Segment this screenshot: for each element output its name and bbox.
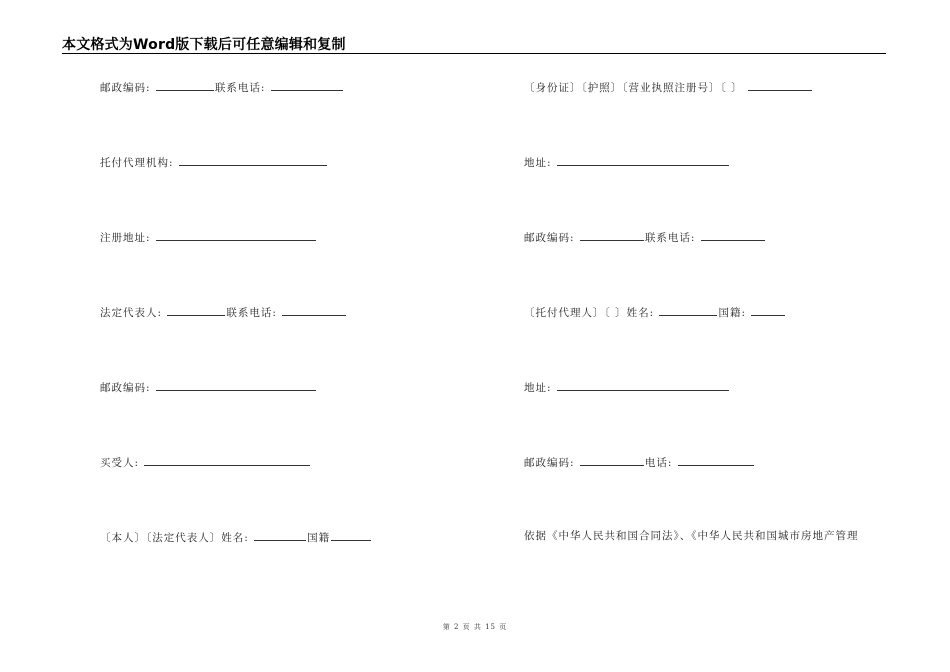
right-nationality-field[interactable] bbox=[751, 304, 785, 316]
left-row-reg-address bbox=[100, 229, 317, 245]
right-phone-label: 联系电话: bbox=[644, 232, 696, 244]
postal-code-field-2[interactable] bbox=[156, 379, 316, 391]
agency-label: 托付代理机构: bbox=[100, 157, 174, 169]
address-field[interactable] bbox=[557, 154, 729, 166]
left-row-legal-rep bbox=[100, 304, 347, 320]
legal-rep-field[interactable] bbox=[167, 304, 225, 316]
right-row-postal-phone bbox=[524, 229, 766, 245]
right-postal-label-2: 邮政编码: bbox=[524, 457, 575, 469]
left-row-postal-2 bbox=[100, 379, 317, 395]
phone-label: 联系电话: bbox=[214, 82, 266, 94]
left-row-postal-phone bbox=[100, 79, 344, 95]
id-type-label: 〔身份证〕〔护照〕〔营业执照注册号〕〔 〕 bbox=[524, 82, 743, 94]
right-row-address bbox=[524, 154, 730, 170]
right-row-address-2 bbox=[524, 379, 730, 395]
right-row-postal-phone-2 bbox=[524, 454, 755, 470]
reg-address-field[interactable] bbox=[156, 229, 316, 241]
right-nationality-label: 国籍: bbox=[718, 307, 747, 319]
address-label: 地址: bbox=[524, 157, 552, 169]
right-postal-field[interactable] bbox=[580, 229, 644, 241]
buyer-field[interactable] bbox=[144, 454, 310, 466]
right-row-agent bbox=[524, 304, 786, 320]
left-row-buyer bbox=[100, 454, 311, 470]
law-reference-text: 依据《中华人民共和国合同法》、《中华人民共和国城市房地产管理 bbox=[524, 530, 859, 542]
nationality-field[interactable] bbox=[331, 529, 371, 541]
address-label-2: 地址: bbox=[524, 382, 552, 394]
right-postal-label: 邮政编码: bbox=[524, 232, 575, 244]
agent-name-field[interactable] bbox=[659, 304, 717, 316]
right-row-law-text bbox=[524, 529, 859, 543]
phone-field[interactable] bbox=[271, 79, 343, 91]
right-postal-field-2[interactable] bbox=[580, 454, 644, 466]
address-field-2[interactable] bbox=[557, 379, 729, 391]
right-phone-field-2[interactable] bbox=[678, 454, 754, 466]
page-number: 第 2 页 共 15 页 bbox=[442, 623, 508, 631]
postal-code-label-2: 邮政编码: bbox=[100, 382, 151, 394]
right-phone-field[interactable] bbox=[701, 229, 765, 241]
person-name-field[interactable] bbox=[254, 529, 306, 541]
left-row-person-name bbox=[100, 529, 372, 545]
agency-field[interactable] bbox=[179, 154, 327, 166]
postal-code-field[interactable] bbox=[156, 79, 214, 91]
id-number-field[interactable] bbox=[748, 79, 812, 91]
postal-code-label: 邮政编码: bbox=[100, 82, 151, 94]
right-row-id-type bbox=[524, 79, 813, 95]
reg-address-label: 注册地址: bbox=[100, 232, 151, 244]
person-type-label: 〔本人〕〔法定代表人〕姓名: bbox=[100, 532, 249, 544]
right-phone-label-2: 电话: bbox=[644, 457, 673, 469]
buyer-label: 买受人: bbox=[100, 457, 140, 469]
nationality-label: 国籍 bbox=[307, 532, 331, 544]
legal-rep-label: 法定代表人: bbox=[100, 307, 163, 319]
document-header-title: 本文格式为Word版下载后可任意编辑和复制 bbox=[62, 37, 346, 53]
left-row-agency bbox=[100, 154, 328, 170]
phone-field-2[interactable] bbox=[282, 304, 346, 316]
phone-label-2: 联系电话: bbox=[226, 307, 277, 319]
header-divider bbox=[62, 53, 886, 54]
agent-label: 〔托付代理人〕〔 〕姓名: bbox=[524, 307, 655, 319]
